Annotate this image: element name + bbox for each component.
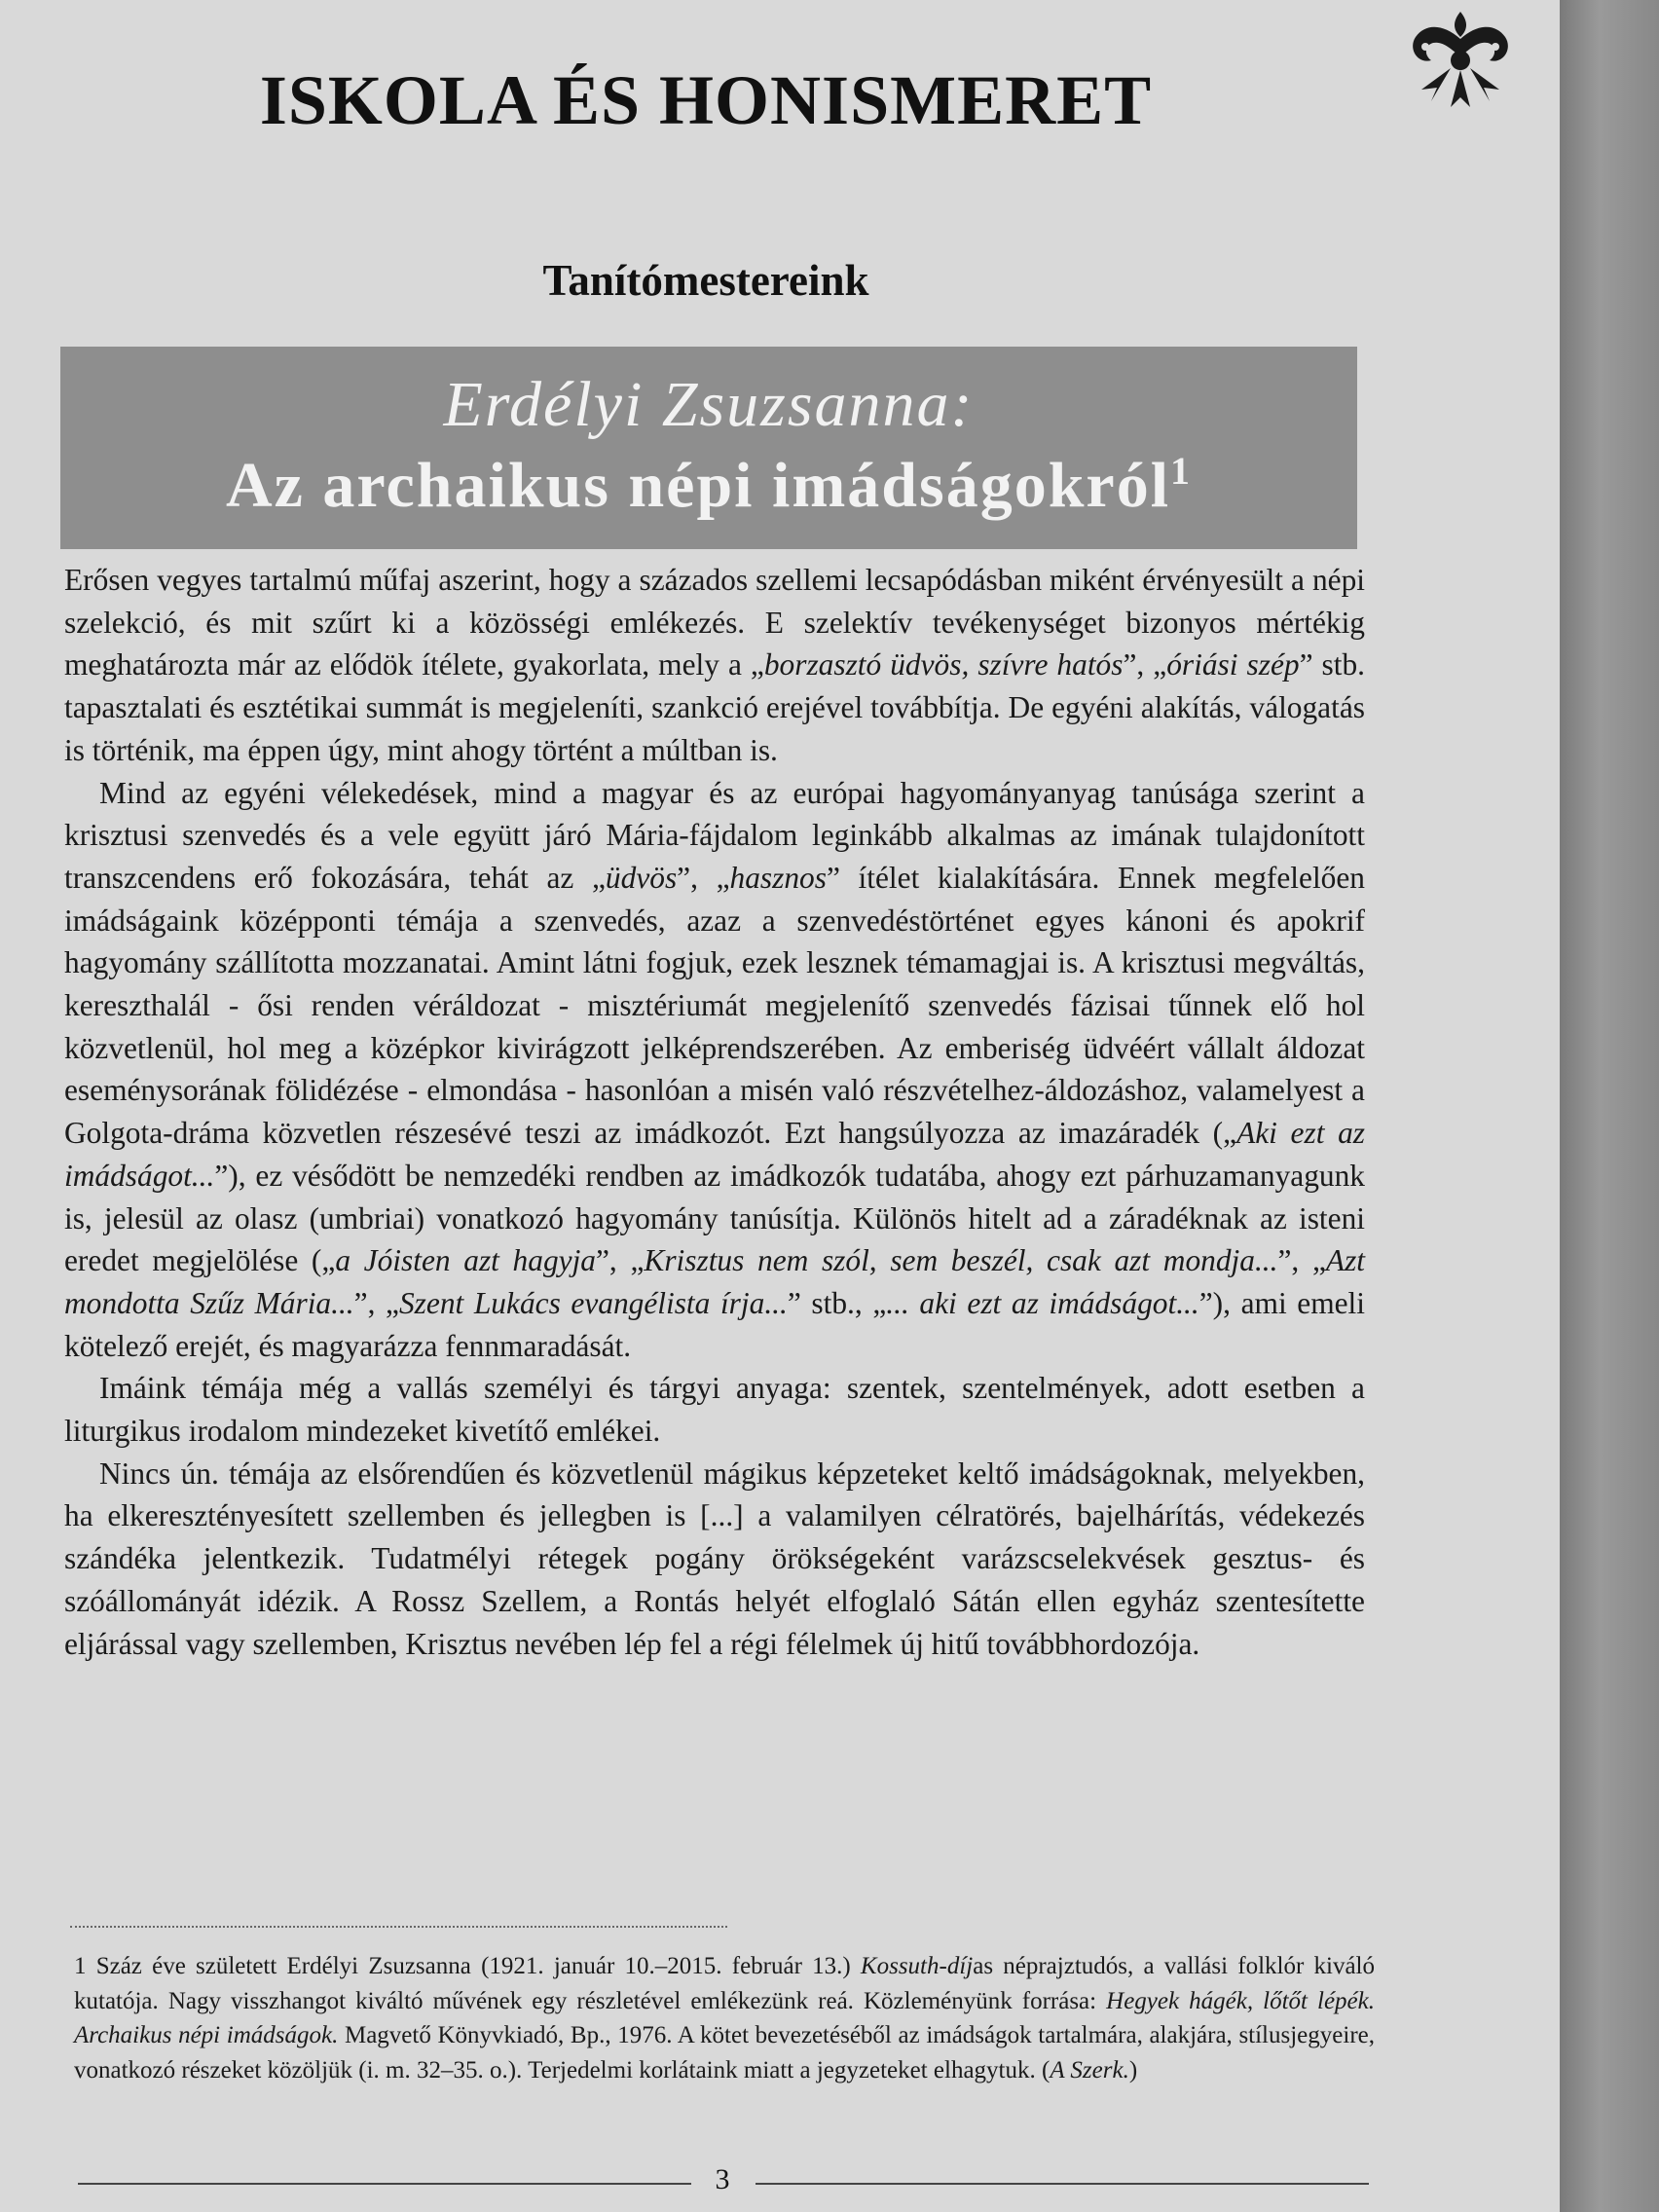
article-title-banner (60, 347, 1357, 549)
text-run: as néprajztudós, a vallási folklór kiváló kutatója. Nagy visszhangot kiváltó művének egy részletével emlékezünk reá. Közleményünk forrása: (74, 1953, 1375, 2014)
article-title (60, 448, 1357, 523)
text-run: ” ítélet kialakítására. Ennek megfelelően imádságaink középponti témája a szenvedés, azaz a szenvedéstörténet egyes kánoni és apokrif hagyomány szállította mozzanatai. Amint látni fogjuk, ezek lesznek témamagjai is. A krisztusi megváltás, kereszthalál - ősi renden véráldozat - misztériumát megjelenítő szenvedés fázisai tűnnek elő hol közvetlenül, hol meg a középkor kivirágzott jelképrendszerében. Az emberiség üdvéért vállalt áldozat eseménysorának fölidézése - elmondása - hasonlóan a misén való részvételhez-áldozáshoz, valamelyest a Golgota-dráma közvetlen részesévé teszi az imádkozót. Ezt hangsúlyozza az imazáradék („ (64, 860, 1365, 1151)
italic-run: borzasztó üdvös, szívre hatós (763, 647, 1124, 682)
text-run: ” stb. tapasztalati és esztétikai summát is megjeleníti, szankció erejével továbbítja. De egyéni alakítás, válogatás is történik, ma éppen úgy, mint ahogy történt a múltban is. (64, 647, 1366, 767)
italic-run: Azt mondotta Szűz Mária... (64, 1243, 1366, 1320)
footer-rule-right (756, 2183, 1369, 2185)
italic-run: A Szerk. (1050, 2056, 1129, 2083)
paragraph (64, 772, 1365, 1368)
italic-run: Kossuth-díj (860, 1953, 974, 1979)
text-run: ”), ez vésődött be nemzedéki rendben az imádkozók tudatába, ahogy ezt párhuzamanyagunk is, jelesül az olasz (umbriai) vonatkozó hagyomány tanúsítja. Különös hitelt ad a záradéknak az isteni eredet megjelölése („ (64, 1158, 1365, 1278)
text-run: ) (1128, 2056, 1138, 2083)
text-run: ” stb., „ (787, 1285, 887, 1320)
text-run: ”, „ (353, 1285, 399, 1320)
paragraph (64, 1453, 1365, 1666)
text-run: Erősen vegyes tartalmú műfaj aszerint, hogy a százados szellemi lecsapódásban miként érvényesült a népi szelekció, és mit szűrt ki a közösségi emlékezés. E szelektív tevékenységet bizonyos mértékig meghatározta már az elődök ítélete, gyakorlata, mely a „ (64, 563, 1365, 682)
footer-rule-left (78, 2183, 691, 2185)
italic-run: Aki ezt az imádságot... (64, 1116, 1365, 1193)
section-title: ISKOLA ÉS HONISMERET (259, 61, 1153, 139)
text-run: ”, „ (1277, 1243, 1326, 1278)
italic-run: Krisztus nem szól, sem beszél, csak azt mondja... (644, 1243, 1278, 1278)
text-run: Imáink témája még a vallás személyi és tárgyi anyaga: szentek, szentelmények, adott esetben a liturgikus irodalom mindezeket kivetítő emlékei. (64, 1371, 1365, 1449)
italic-run: hasznos (729, 860, 827, 895)
text-run: Nincs ún. témája az elsőrendűen és közvetlenül mágikus képzeteket keltő imádságoknak, melyekben, ha elkeresztényesített szellemben és jellegben is [...] a valamilyen célratörés, bajelhárítás, védekezés szándéka jelentkezik. Tudatmélyi rétegek pogány örökségeként varázscselekvések gesztus- és szóállományát idézik. A Rossz Szellem, a Rontás helyét elfoglaló Sátán ellen egyház szentesítette eljárással vagy szellemben, Krisztus nevében lép fel a régi félelmek új hitű továbbhordozója. (64, 1456, 1365, 1661)
footnote-reference: 1 (1170, 449, 1193, 493)
italic-run: ... aki ezt az imádságot... (886, 1285, 1199, 1320)
italic-run: a Jóisten azt hagyja (335, 1243, 596, 1278)
article-author: Erdélyi Zsuzsanna: (443, 369, 975, 440)
italic-run: Szent Lukács evangélista írja... (398, 1285, 788, 1320)
footnote (74, 1949, 1375, 2087)
text-run: ”, „ (1123, 647, 1167, 682)
italic-run: óriási szép (1166, 647, 1300, 682)
page-number: 3 (715, 2163, 730, 2195)
paragraph (64, 559, 1365, 772)
text-run: Magvető Könyvkiadó, Bp., 1976. A kötet bevezetéséből az imádságok tartalmára, alakjára, stílusjegyeire, vonatkozó részeket közöljük (i. m. 32–35. o.). Terjedelmi korlátaink miatt a jegyzeteket elhagytuk. ( (74, 2022, 1375, 2083)
text-run: ”, „ (596, 1243, 645, 1278)
italic-run: üdvös (605, 860, 678, 895)
text-run: 1 Száz éve született Erdélyi Zsuzsanna (1921. január 10.–2015. február 13.) (74, 1953, 861, 1979)
article-title-text: Az archaikus népi imádságokról (225, 450, 1171, 521)
folk-flower-ornament-icon (1392, 0, 1529, 127)
text-run: Mind az egyéni vélekedések, mind a magyar és az európai hagyományanyag tanúsága szerint a krisztusi szenvedés és a vele együtt járó Mária-fájdalom leginkább alkalmas az imának tulajdonított transzcendens erő fokozására, tehát az „ (64, 775, 1365, 895)
italic-run: Hegyek hágék, lőtőt lépék. Archaikus népi imádságok. (74, 1987, 1375, 2048)
column-subtitle: Tanítómestereink (542, 256, 869, 305)
page-edge-background (1560, 0, 1659, 2212)
footnote-divider (70, 1926, 727, 1928)
paragraph (64, 1367, 1365, 1452)
text-run: ”, „ (677, 860, 730, 895)
article-body (64, 559, 1365, 1665)
text-run: ”), ami emeli kötelező erejét, és magyarázza fennmaradását. (64, 1285, 1365, 1363)
